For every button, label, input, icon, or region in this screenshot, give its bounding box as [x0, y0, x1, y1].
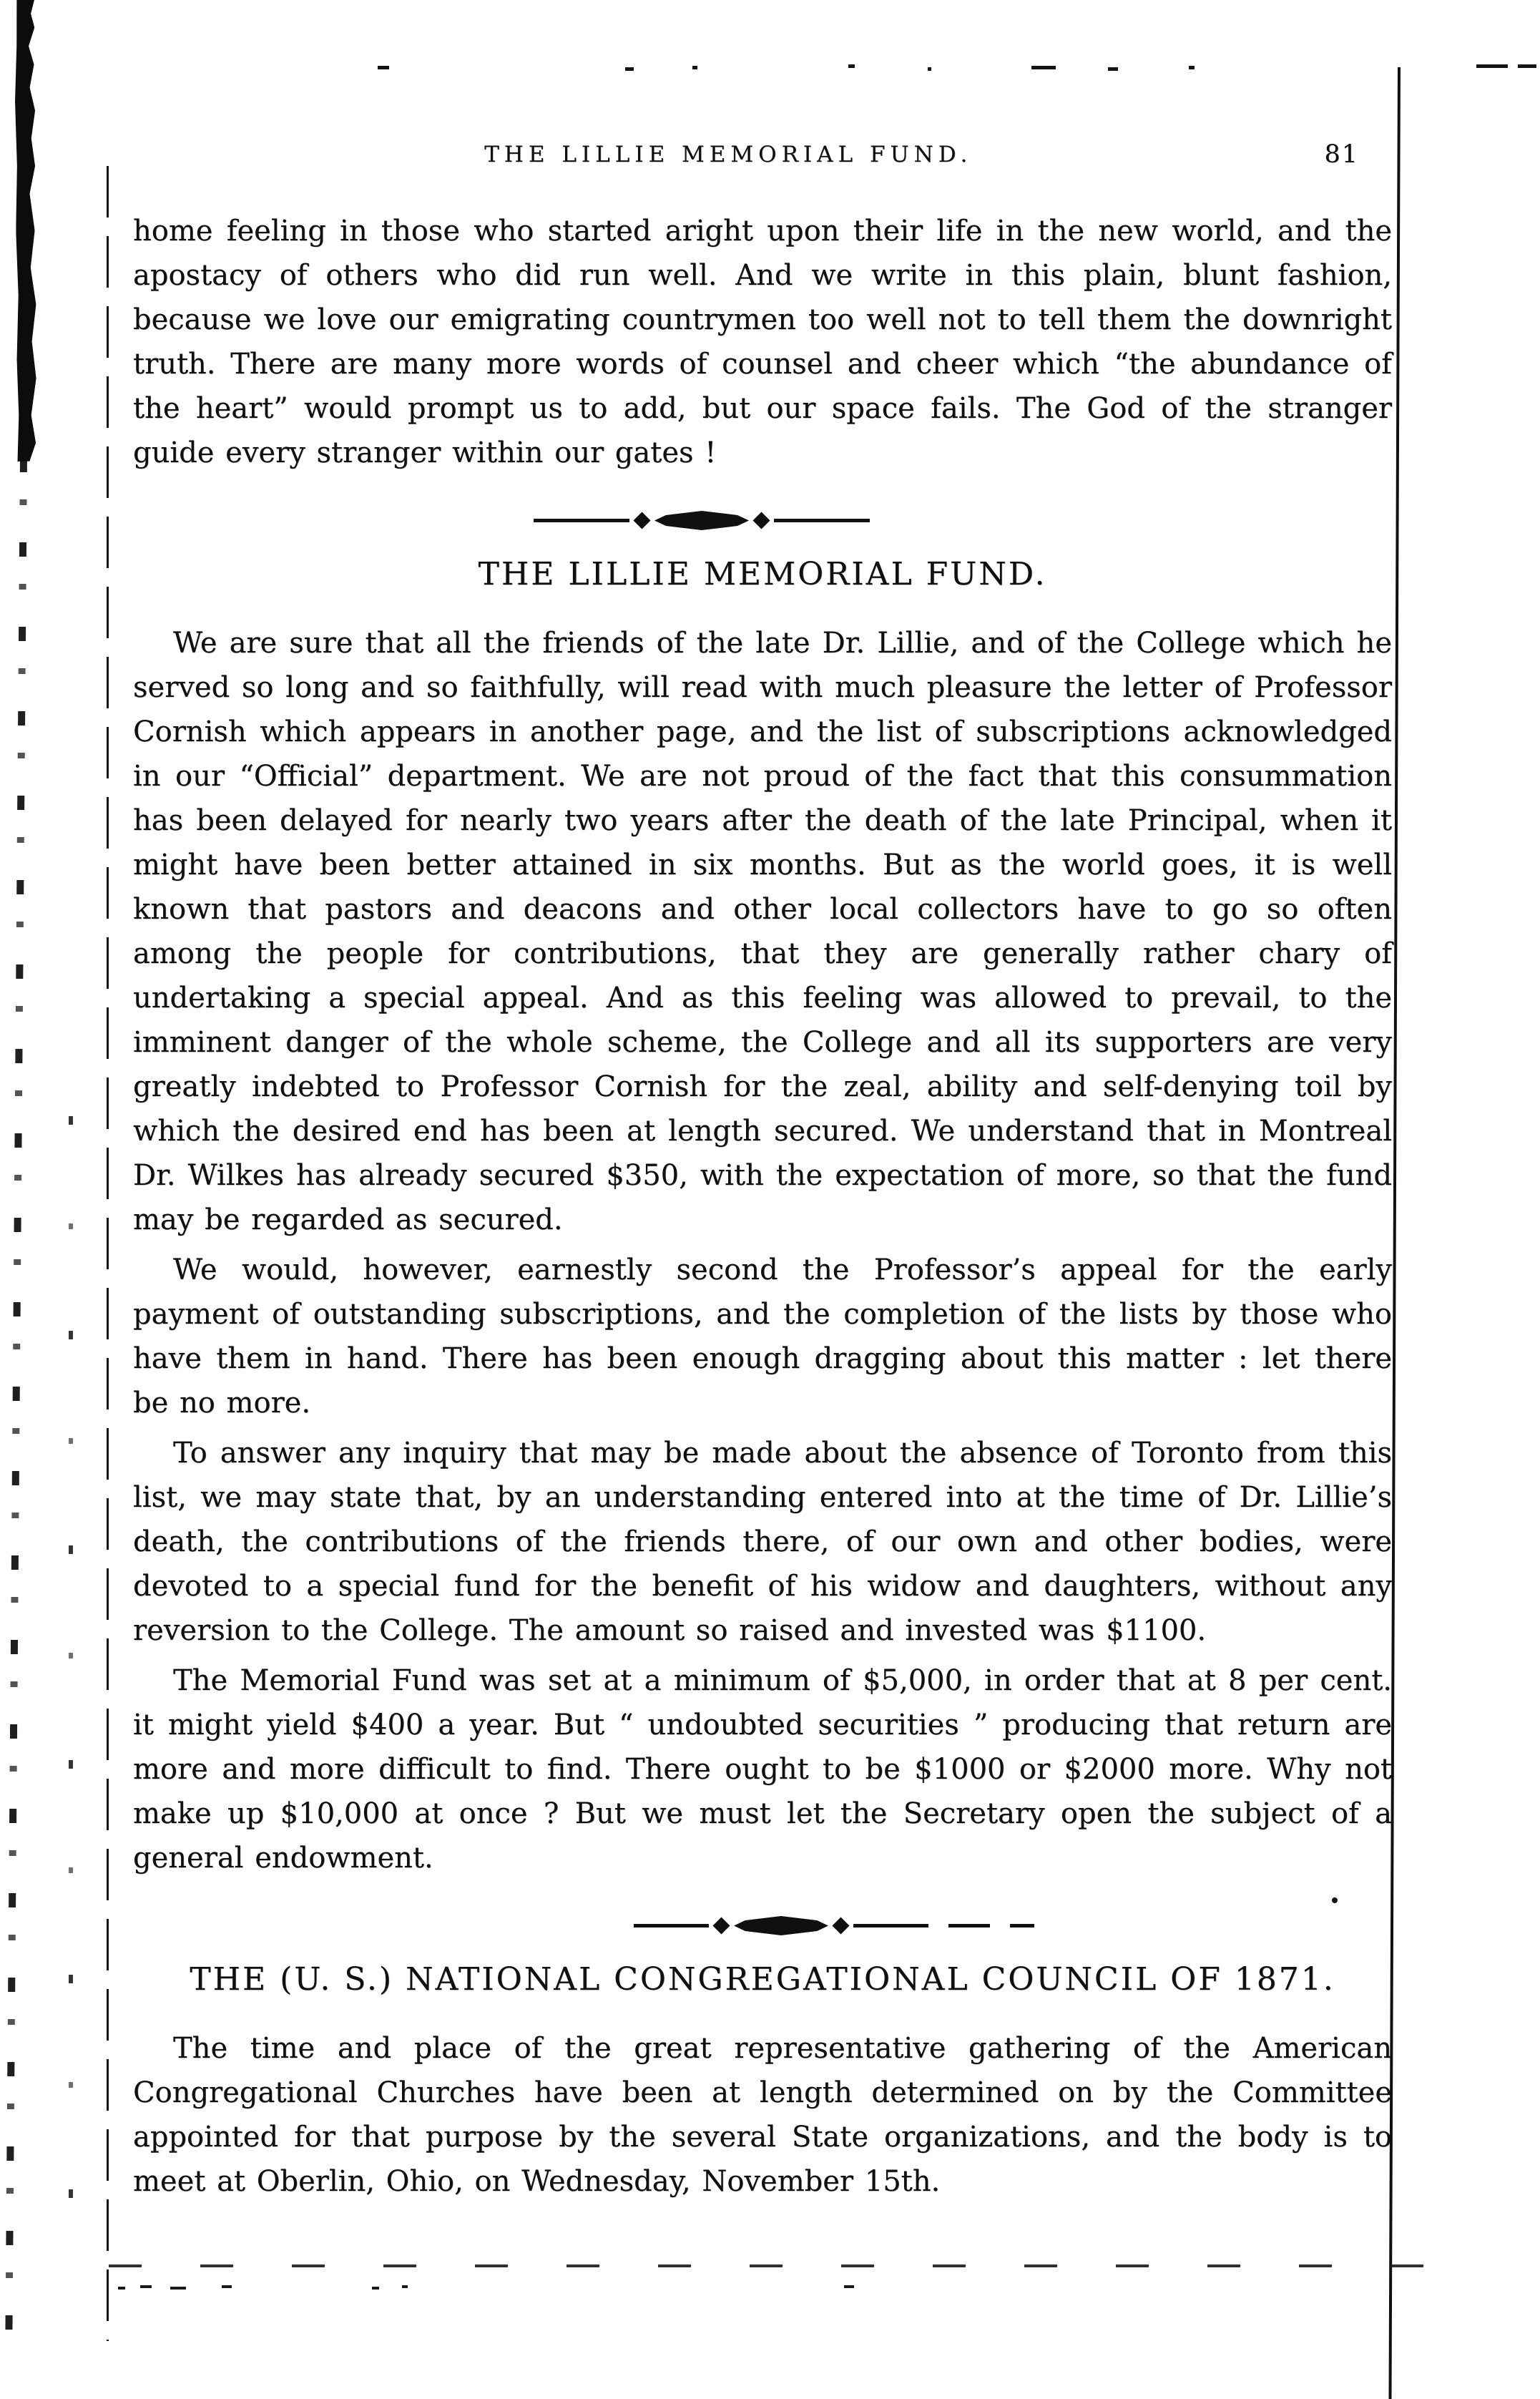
page-content: [133, 142, 1392, 2209]
divider-rule: [774, 519, 870, 522]
bottom-edge-dot: [372, 2287, 379, 2290]
divider-lens-icon: [654, 511, 749, 530]
left-margin-noise: [5, 458, 27, 2354]
divider-rule: [853, 1924, 928, 1927]
divider-diamond-icon: [832, 1917, 849, 1934]
left-page-border-line: [107, 166, 109, 2341]
top-edge-mark: [1189, 66, 1195, 69]
divider-rule: [534, 519, 629, 522]
continuation-paragraph: home feeling in those who started aright upon their life in the new world, and the apostacy of others who did run well. And we write in this plain, blunt fashion, because we love our emigrating countrymen too well not to tell them the downright truth. There are many more words of counsel and cheer which “the abundance of the heart” would prompt us to add, but our space fails. The God of the stranger guide every stranger within our gates !: [133, 215, 1392, 469]
top-edge-mark: [928, 67, 931, 71]
divider-tail-dash: [1010, 1924, 1034, 1927]
top-edge-mark: [1518, 64, 1536, 68]
divider-diamond-icon: [752, 512, 770, 529]
paragraph: We would, however, earnestly second the Professor’s appeal for the early payment of outstanding subscriptions, and the completion of the lists by those who have them in hand. There has been enough dragging about this matter : let there be no more.: [133, 1254, 1392, 1420]
divider-rule: [634, 1924, 709, 1927]
top-edge-mark: [848, 64, 855, 68]
bottom-edge-dot: [222, 2285, 232, 2288]
top-edge-mark: [1476, 64, 1508, 68]
divider-diamond-icon: [633, 512, 650, 529]
section-heading-national-congregational-council: THE (U. S.) NATIONAL CONGREGATIONAL COUNCIL OF 1871.: [190, 1961, 1335, 1998]
page-number: 81: [1324, 140, 1359, 169]
bottom-edge-dot: [402, 2285, 408, 2288]
top-edge-mark: [692, 66, 697, 69]
divider-tail-dash: [948, 1924, 990, 1927]
top-edge-mark: [1031, 66, 1056, 69]
bottom-edge-dot: [844, 2285, 854, 2288]
paragraph: We are sure that all the friends of the late Dr. Lillie, and of the College which he served so long and so faithfully, will read with much pleasure the letter of Professor Cornish which appears in another page, and the list of subscriptions acknowledged in our “Official” department. We are not proud of the fact that this consummation has been delayed for nearly two years after the death of the late Principal, when it might have been better attained in six months. But as the world goes, it is well known that pastors and deacons and other local collectors have to go so often among the people for contributions, that they are generally rather chary of undertaking a special appeal. And as this feeling was allowed to prevail, to the imminent danger of the whole scheme, the College and all its supporters are very greatly indebted to Professor Cornish for the zeal, ability and self-denying toil by which the desired end has been at length secured. We understand that in Montreal Dr. Wilkes has already secured $350, with the expectation of more, so that the fund may be regarded as secured.: [133, 627, 1392, 1236]
left-margin-specks: [69, 1116, 73, 2232]
paragraph: The time and place of the great representative gathering of the American Congregational Churches have been at length determined on by the Committee appointed for that purpose by the several State organizations, and the body is to meet at Oberlin, Ohio, on Wednesday, November 15th.: [133, 2032, 1392, 2198]
paragraph: To answer any inquiry that may be made about the absence of Toronto from this list, we may state that, by an understanding entered into at the time of Dr. Lillie’s death, the contributions of the friends there, of our own and other bodies, were devoted to a special fund for the benefit of his widow and daughters, without any reversion to the College. The amount so raised and invested was $1100.: [133, 1437, 1392, 1647]
bottom-edge-dot: [170, 2287, 186, 2290]
section-divider-ornament: [534, 511, 870, 530]
section-heading-lillie-memorial-fund: THE LILLIE MEMORIAL FUND.: [478, 556, 1047, 592]
bottom-edge-dot: [118, 2287, 125, 2290]
divider-lens-icon: [734, 1916, 828, 1935]
section-divider-ornament: [634, 1916, 1034, 1935]
bottom-edge-dot: [140, 2285, 152, 2288]
running-header: [133, 142, 1392, 179]
running-header-title: THE LILLIE MEMORIAL FUND.: [484, 142, 973, 167]
top-edge-mark: [1108, 67, 1118, 71]
divider-diamond-icon: [712, 1917, 730, 1934]
bottom-edge-rule: [109, 2264, 1443, 2267]
top-edge-mark: [625, 67, 634, 71]
paragraph: The Memorial Fund was set at a minimum of $5,000, in order that at 8 per cent. it might yield $400 a year. But “ undoubted securities ” producing that return are more and more difficult to find. There ought to be $1000 or $2000 more. Why not make up $10,000 at once ? But we must let the Secretary open the subject of a general endowment.: [133, 1664, 1392, 1875]
binding-edge-bar: [14, 0, 38, 461]
top-edge-mark: [378, 66, 389, 69]
